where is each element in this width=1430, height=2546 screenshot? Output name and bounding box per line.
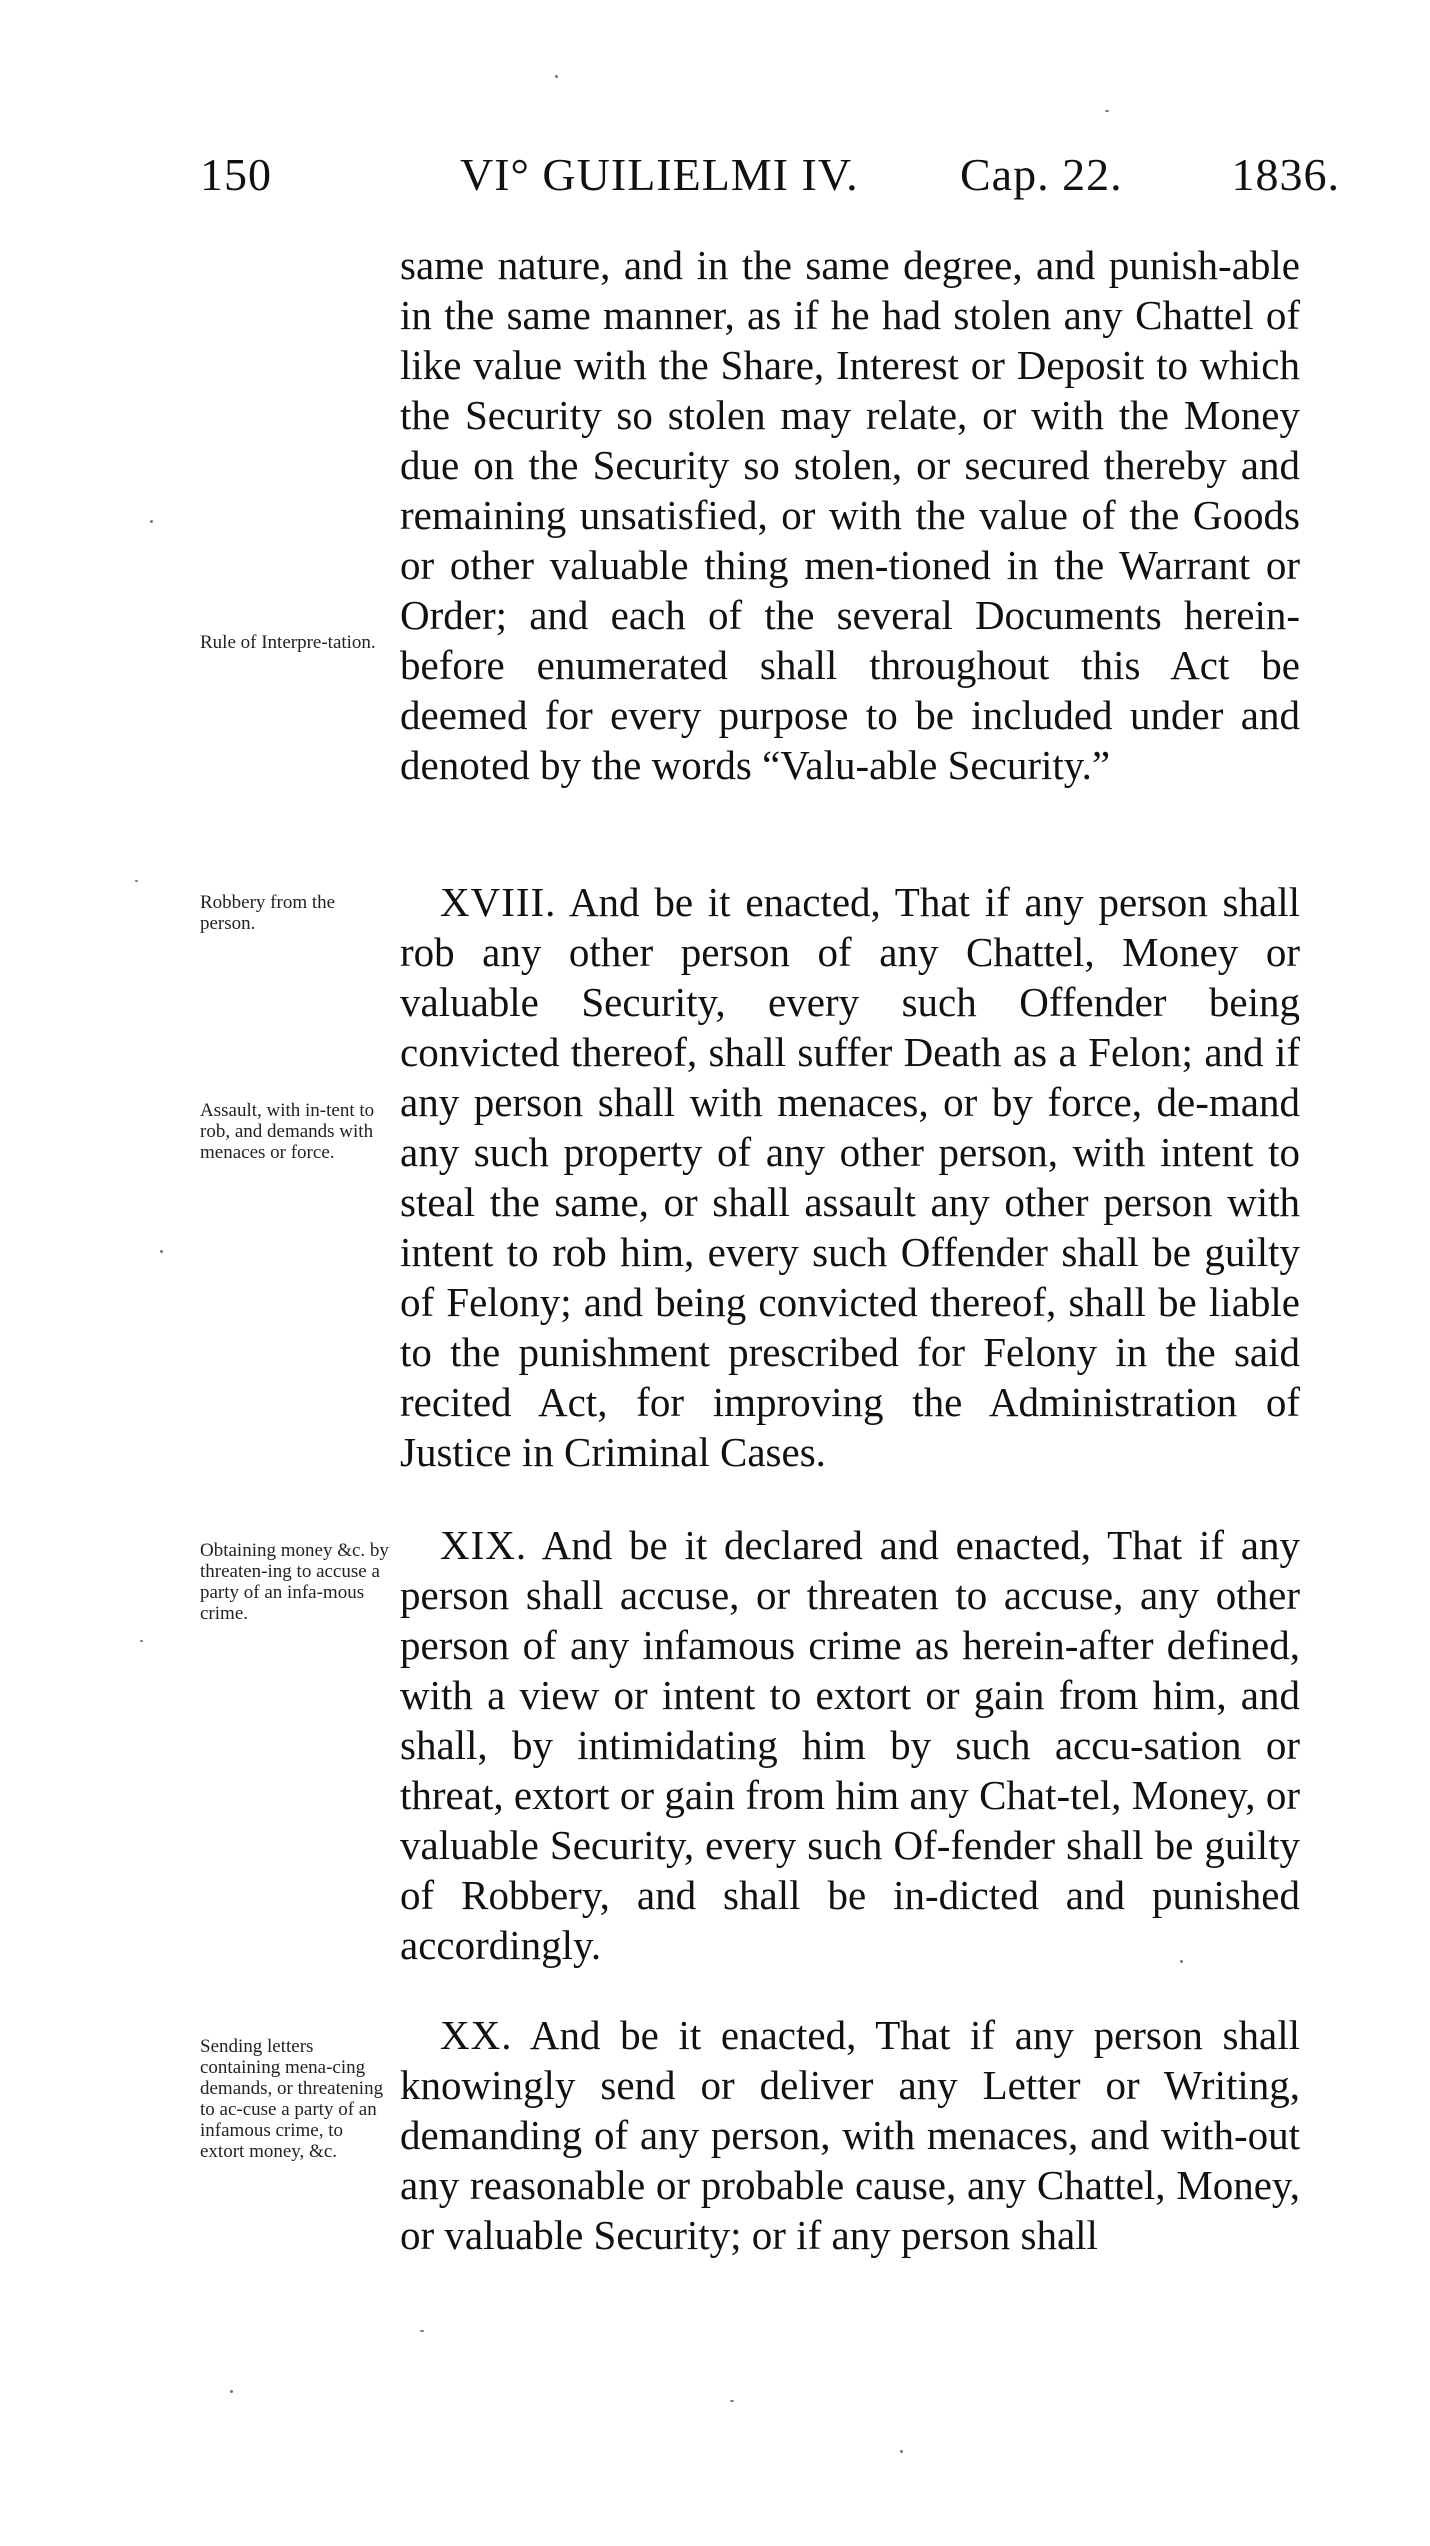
margin-note-robbery: Robbery from the person. xyxy=(200,892,336,934)
scan-speck xyxy=(900,2450,903,2453)
section-20-text: And be it enacted, That if any person shall knowingly send or deliver any Letter or Writing, demanding of any person, with menaces, and with-out any reasonable or probable cause, any Chattel, Money, or valuable Security; or if any person shall xyxy=(400,2012,1300,2258)
margin-note-letters: Sending letters containing mena-cing demands, or threatening to ac-cuse a party of an infamous crime, to extort money, &c. xyxy=(200,2036,384,2162)
section-19-paragraph xyxy=(400,1520,1300,1970)
scan-speck xyxy=(420,2330,424,2332)
section-18-number: XVIII. xyxy=(440,879,557,925)
chapter-number: Cap. 22. xyxy=(960,149,1123,200)
scan-speck xyxy=(140,1640,143,1642)
scan-speck xyxy=(555,75,558,78)
section-19-number: XIX. xyxy=(440,1522,528,1568)
scan-speck xyxy=(150,520,153,523)
running-title: VI° GUILIELMI IV. xyxy=(460,149,859,200)
section-18-paragraph xyxy=(400,877,1300,1477)
scan-speck xyxy=(1180,1960,1183,1963)
margin-note-interpretation: Rule of Interpre-tation. xyxy=(200,632,376,653)
scan-speck xyxy=(230,2390,233,2393)
scan-speck xyxy=(160,1250,163,1253)
margin-note-obtaining: Obtaining money &c. by threaten-ing to accuse a party of an infa-mous crime. xyxy=(200,1540,389,1624)
margin-note-assault: Assault, with in-tent to rob, and demands with menaces or force. xyxy=(200,1100,375,1163)
section-20-number: XX. xyxy=(440,2012,513,2058)
continuation-paragraph: same nature, and in the same degree, and punish-able in the same manner, as if he had stolen any Chattel of like value with the Share, Interest or Deposit to which the Security so stolen may relate, or with the Money due on the Security so stolen, or secured thereby and remaining unsatisfied, or with the value of the Goods or other valuable thing men-tioned in the Warrant or Order; and each of the several Documents herein-before enumerated shall throughout this Act be deemed for every purpose to be included under and denoted by the words “Valu-able Security.” xyxy=(400,242,1300,788)
section-18-text: And be it enacted, That if any person shall rob any other person of any Chattel, Money or valuable Security, every such Offender being convicted thereof, shall suffer Death as a Felon; and if any person shall with menaces, or by force, de-mand any such property of any other person, with intent to steal the same, or shall assault any other person with intent to rob him, every such Offender shall be guilty of Felony; and being convicted thereof, shall be liable to the punishment prescribed for Felony in the said recited Act, for improving the Administration of Justice in Criminal Cases. xyxy=(400,879,1300,1475)
running-head xyxy=(200,148,1340,208)
section-19-text: And be it declared and enacted, That if any person shall accuse, or threaten to accuse, any other person of any infamous crime as herein-after defined, with a view or intent to extort or gain from him, and shall, by intimidating him by such accu-sation or threat, extort or gain from him any Chat-tel, Money, or valuable Security, every such Of-fender shall be guilty of Robbery, and shall be in-dicted and punished accordingly. xyxy=(400,1522,1300,1968)
scan-speck xyxy=(730,2400,734,2402)
section-20-paragraph xyxy=(400,2010,1300,2260)
scan-speck xyxy=(135,880,138,882)
scan-speck xyxy=(1105,110,1109,112)
year: 1836. xyxy=(1231,149,1340,200)
page-number: 150 xyxy=(200,149,272,200)
